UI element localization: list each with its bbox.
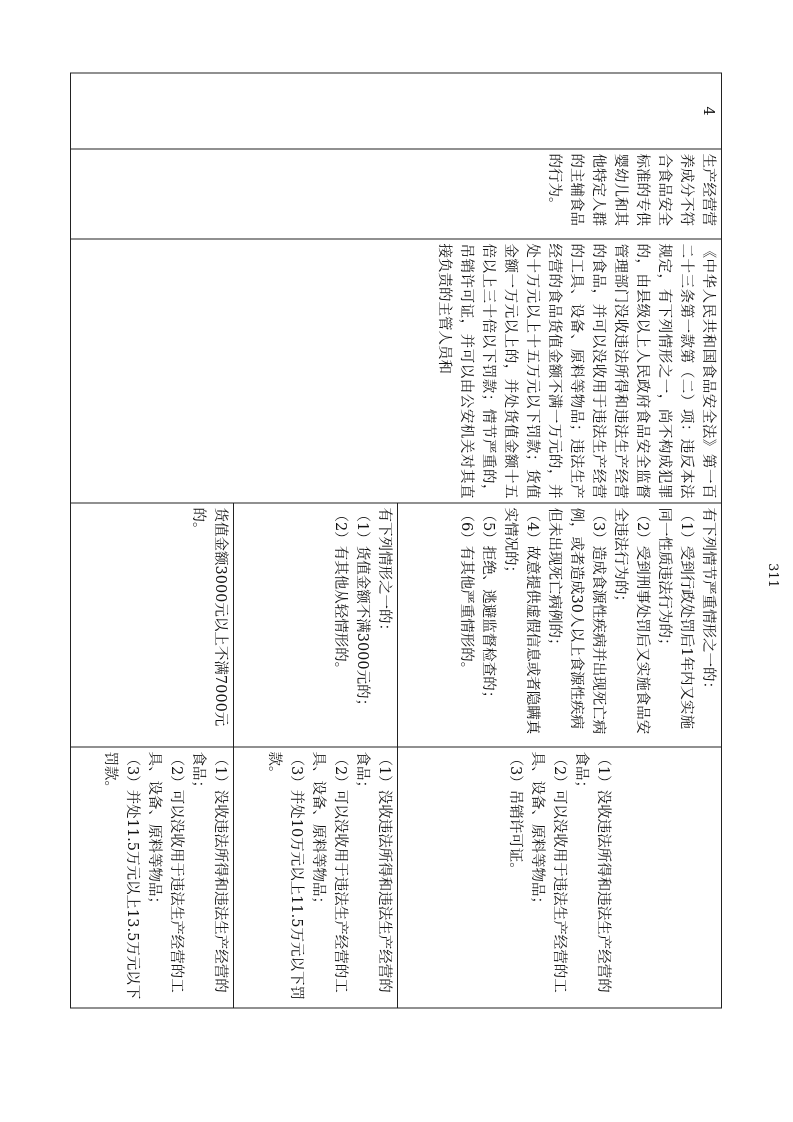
penalty-cell-severe <box>397 747 721 1008</box>
standard-line: （5）拒绝、逃避监督检查的； <box>480 507 496 706</box>
penalty-line: （3）并处10万元以上11.5万元以下罚款。 <box>265 751 304 1000</box>
item-number: 4 <box>71 73 722 149</box>
penalty-table <box>70 73 722 1009</box>
penalty-line: （1）没收违法所得和违法生产经营的食品； <box>190 751 229 993</box>
standard-cell-severe <box>397 503 721 747</box>
standard-line: （2）有其他从轻情形的。 <box>331 507 348 677</box>
table-row <box>397 73 721 1008</box>
penalty-line: （3）吊销许可证。 <box>507 751 524 877</box>
penalty-line: （2）可以没收用于违法生产经营的工具、设备、原料等物品； <box>146 751 185 993</box>
penalty-line: （3）并处11.5万元以上13.5万元以下罚款。 <box>102 751 141 1000</box>
standard-line: （4）故意提供虚假信息或者隐瞒真实情况的； <box>502 507 540 735</box>
penalty-line: （1）没收违法所得和违法生产经营的食品； <box>573 751 612 993</box>
penalty-line: （1）没收违法所得和违法生产经营的食品； <box>353 751 392 993</box>
legal-basis: 《中华人民共和国食品安全法》第一百二十三条第一款第（二）项：违反本法规定，有下列情形之一，尚不构成犯罪的，由县级以上人民政府食品安全监督管理部门没收违法所得和违法生产经营的食品，并可以没收用于违法生产经营的工具、设备、原料等物品；违法生产经营的食品货值金额不满一万元的，并处十万元以上十五万元以下罚款；货值金额一万元以上的，并处货值金额十五倍以上三十倍以下罚款；情节严重的，吊销许可证，并可以由公安机关对其直接负责的主管人员和 <box>71 239 722 503</box>
standard-line: 有下列情形之一的： <box>375 507 392 638</box>
penalty-cell-medium <box>71 747 234 1008</box>
standard-cell-medium <box>71 503 234 747</box>
penalty-line: （2）可以没收用于违法生产经营的工具、设备、原料等物品； <box>309 751 348 993</box>
standard-cell-light <box>234 503 397 747</box>
penalty-cell-light <box>234 747 397 1008</box>
violation-behavior: 生产经营营养成分不符合食品安全标准的专供婴幼儿和其他特定人群的主辅食品的行为。 <box>71 149 722 239</box>
penalty-line: （2）可以没收用于违法生产经营的工具、设备、原料等物品； <box>529 751 568 993</box>
standard-line: （6）有其他严重情形的。 <box>458 507 474 677</box>
standard-line: （3）造成食源性疾病并出现死亡病例，或者造成30人以上食源性疾病但未出现死亡病例的； <box>546 507 606 735</box>
standard-line: 货值金额3000元以上不满7000元的。 <box>190 507 229 727</box>
standard-line: （2）受到刑事处罚后又实施食品安全违法行为的； <box>612 507 650 735</box>
standard-line: 有下列情节严重情形之一的： <box>700 507 716 696</box>
standard-line: （1）受到行政处罚后1年内又实施同一性质违法行为的； <box>656 507 694 729</box>
rotated-table-wrapper <box>70 73 722 1008</box>
page-number: 311 <box>764 563 780 588</box>
standard-line: （1）货值金额不满3000元的； <box>353 507 370 714</box>
